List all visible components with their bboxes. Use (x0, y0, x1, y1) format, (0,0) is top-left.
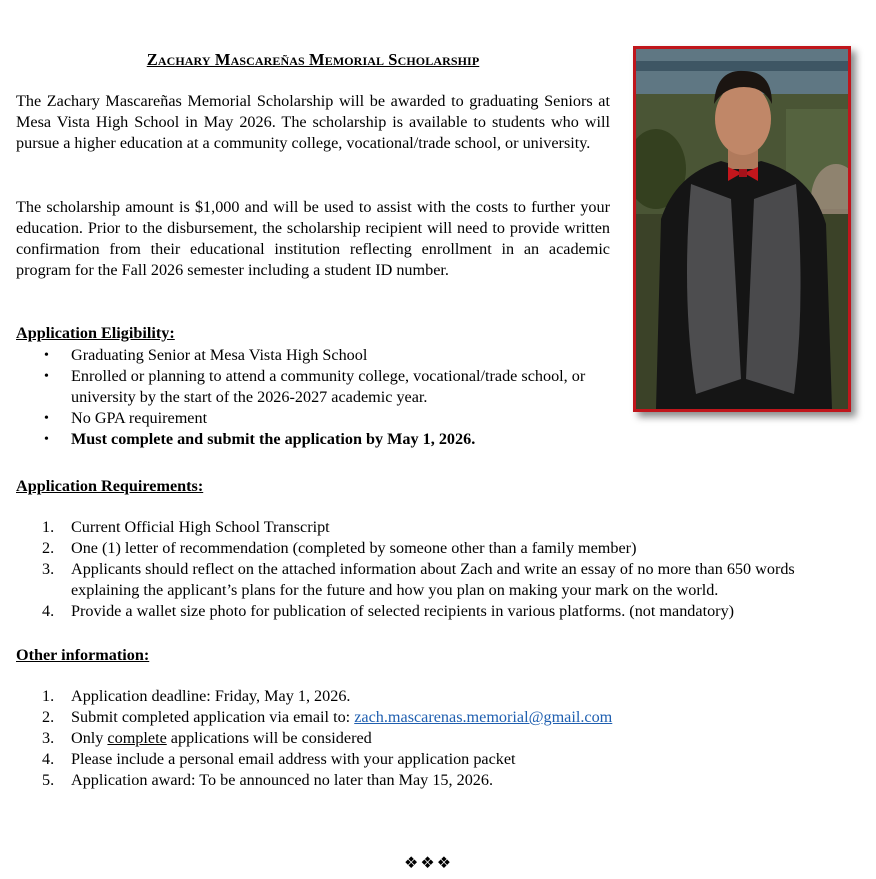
bullet-marker: • (44, 411, 49, 426)
list-item: 5. Application award: To be announced no later than May 15, 2026. (42, 771, 494, 789)
email-link[interactable]: zach.mascarenas.memorial@gmail.com (354, 708, 613, 726)
document-title: Zachary Mascareñas Memorial Scholarship (146, 50, 480, 69)
list-item: 3. Applicants should reflect on the attached information about Zach and write an essay of no more than 650 words explaining the applicant’s plans for the future and how you plan on making your mark on the world. (42, 560, 795, 599)
intro-paragraph-2: The scholarship amount is $1,000 and will be used to assist with the costs to further your education. Prior to the disbursement, the scholarship recipient will need to provide written confirmation from their educational institution reflecting enrollment in an academic program for the Fall 2026 semester including a student ID number. (16, 198, 610, 279)
list-item: • No GPA requirement (44, 409, 208, 427)
requirements-list (16, 517, 856, 622)
list-item: 4. Provide a wallet size photo for publication of selected recipients in various platforms. (not mandatory) (42, 602, 735, 620)
bullet-marker: • (44, 348, 49, 363)
bullet-marker: • (44, 369, 49, 384)
intro-paragraph-1: The Zachary Mascareñas Memorial Scholarship will be awarded to graduating Seniors at Mesa Vista High School in May 2026. The scholarship is available to students who will pursue a higher education at a community college, vocational/trade school, or university. (16, 92, 610, 152)
portrait-illustration (636, 49, 848, 409)
requirements-heading: Application Requirements: (16, 477, 204, 495)
list-item: 3. Only complete applications will be considered (42, 729, 372, 747)
bullet-marker: • (44, 432, 49, 447)
list-item: 1. Current Official High School Transcript (42, 518, 330, 536)
list-item: 1. Application deadline: Friday, May 1, 2026. (42, 687, 351, 705)
list-item: 4. Please include a personal email address with your application packet (42, 750, 516, 768)
list-item: • Graduating Senior at Mesa Vista High School (44, 346, 368, 364)
other-info-list (16, 686, 856, 791)
eligibility-heading: Application Eligibility: (16, 324, 175, 342)
other-info-heading: Other information: (16, 646, 150, 664)
portrait-photo (633, 46, 851, 412)
eligibility-list (16, 345, 606, 450)
ornament-divider: ❖❖❖ (404, 853, 454, 872)
list-item: • Must complete and submit the application by May 1, 2026. (44, 430, 476, 448)
list-item: • Enrolled or planning to attend a community college, vocational/trade school, or university by the start of the 2026-2027 academic year. (44, 367, 586, 406)
list-item: 2. One (1) letter of recommendation (completed by someone other than a family member) (42, 539, 637, 557)
list-item: 2. Submit completed application via email to: zach.mascarenas.memorial@gmail.com (42, 708, 613, 726)
